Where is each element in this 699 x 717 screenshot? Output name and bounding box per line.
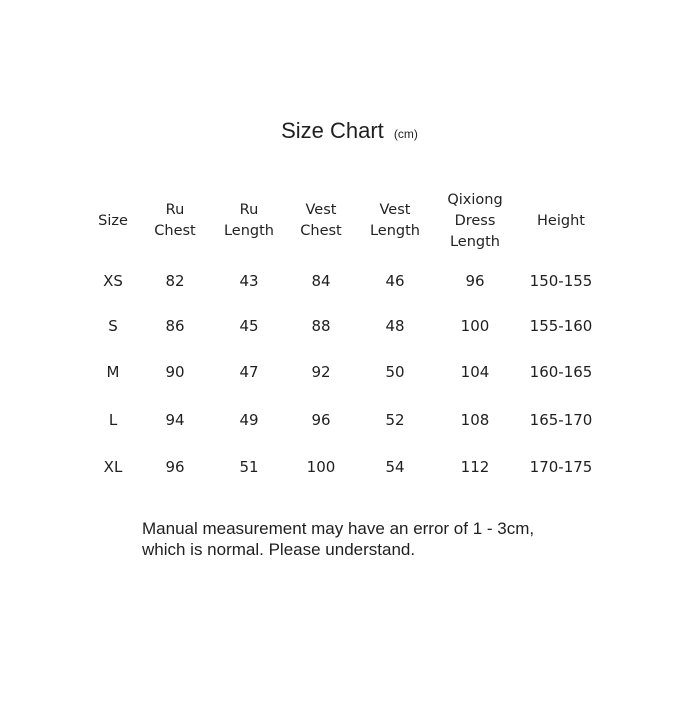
cell-height: 150-155: [529, 272, 593, 290]
cell-dress-length: 112: [460, 458, 490, 476]
table-row: [0, 270, 699, 292]
cell-size: L: [108, 411, 118, 429]
table-row: [0, 361, 699, 383]
note-line-1: Manual measurement may have an error of 1 - 3cm,: [142, 519, 535, 538]
cell-vest-length: 52: [385, 411, 405, 429]
header-vest-length: Vest Length: [369, 202, 420, 239]
header-size: Size: [98, 212, 128, 229]
note-line-2: which is normal. Please understand.: [142, 540, 416, 559]
cell-vest-chest: 92: [311, 363, 331, 381]
cell-ru-length: 51: [239, 458, 259, 476]
cell-size: M: [106, 363, 120, 381]
page-title: [0, 118, 699, 144]
cell-ru-chest: 86: [165, 317, 185, 335]
cell-ru-chest: 82: [165, 272, 185, 290]
table-row: [0, 315, 699, 337]
cell-dress-length: 104: [460, 363, 490, 381]
header-dress-length: Qixiong Dress Length: [447, 191, 503, 250]
cell-dress-length: 96: [465, 272, 485, 290]
cell-vest-chest: 96: [311, 411, 331, 429]
cell-vest-chest: 84: [311, 272, 331, 290]
cell-vest-length: 48: [385, 317, 405, 335]
cell-ru-length: 45: [239, 317, 259, 335]
header-height: Height: [537, 212, 585, 229]
cell-size: S: [108, 317, 118, 335]
cell-ru-length: 43: [239, 272, 259, 290]
cell-vest-chest: 100: [306, 458, 336, 476]
cell-ru-length: 47: [239, 363, 259, 381]
cell-size: XL: [103, 458, 123, 476]
header-ru-length: Ru Length: [223, 202, 274, 239]
cell-vest-length: 54: [385, 458, 405, 476]
header-vest-chest: Vest Chest: [300, 202, 342, 239]
cell-ru-chest: 96: [165, 458, 185, 476]
table-row: [0, 456, 699, 478]
title-unit: (cm): [393, 127, 418, 141]
cell-height: 170-175: [529, 458, 593, 476]
cell-height: 160-165: [529, 363, 593, 381]
cell-vest-chest: 88: [311, 317, 331, 335]
cell-dress-length: 100: [460, 317, 490, 335]
header-ru-chest: Ru Chest: [154, 202, 196, 239]
cell-ru-chest: 94: [165, 411, 185, 429]
cell-height: 165-170: [529, 411, 593, 429]
cell-ru-length: 49: [239, 411, 259, 429]
cell-dress-length: 108: [460, 411, 490, 429]
cell-ru-chest: 90: [165, 363, 185, 381]
cell-vest-length: 46: [385, 272, 405, 290]
table-row: [0, 409, 699, 431]
measurement-note: [142, 518, 602, 560]
title-text: Size Chart: [281, 118, 384, 143]
cell-height: 155-160: [529, 317, 593, 335]
cell-vest-length: 50: [385, 363, 405, 381]
cell-size: XS: [103, 272, 123, 290]
